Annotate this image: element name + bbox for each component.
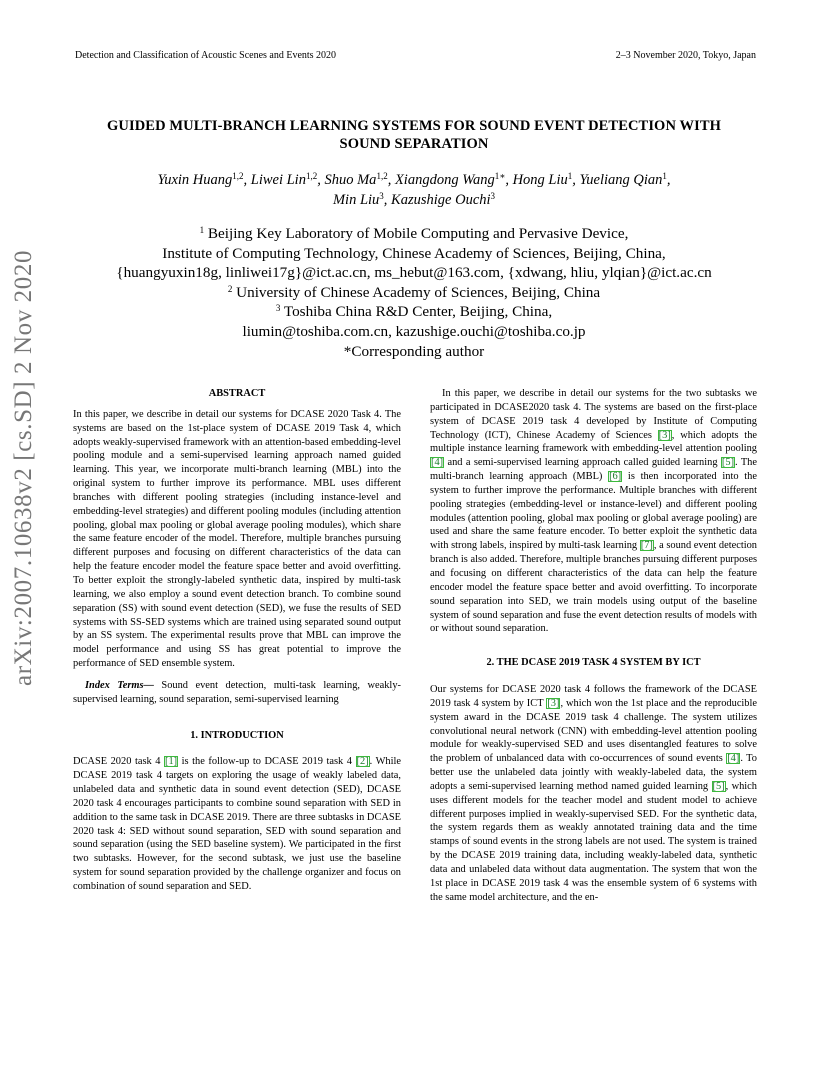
author-name: Yuxin Huang: [157, 172, 233, 188]
affiliations: [60, 224, 768, 361]
citation-link[interactable]: [5]: [721, 457, 735, 469]
affil-sup: 1: [199, 225, 205, 235]
title-line-1: GUIDED MULTI-BRANCH LEARNING SYSTEMS FOR SOUND EVENT DETECTION WITH: [107, 118, 721, 134]
author-affil-sup: 1∗: [494, 171, 506, 181]
author-affil-sup: 1: [662, 171, 667, 181]
index-terms-text: Sound event detection, multi-task learning, weakly-supervised learning, sound separation, semi-supervised learning: [73, 679, 401, 705]
abstract-text: In this paper, we describe in detail our systems for DCASE 2020 Task 4. The systems are based on the 1st-place system of DCASE 2019 Task 4, which adopts weakly-supervised framework with an attention-based embedding-level pooling module and a semi-supervised learning approach named guided learning. This year, we incorporate multi-branch learning (MBL) into the original system to further improve its performance. MBL uses different branches with different pooling strategies (including instance-level and embedding-level strategies) and different pooling modules (including attention pooling, global max pooling or global average pooling modules), which share the same feature encoder of the model. Therefore, multiple branches pursuing different purposes and focusing on different characteristics of the data can help the feature encoder model the feature space better and avoid overfitting. To better exploit the strongly-labeled synthetic data, inspired by multi-task learning, we also employ a sound event detection branch. To combine sound separation (SS) with sound event detection (SED), we fuse the results of SED systems with SS-SED systems which are trained using separated sound output by an SS system. The experimental results prove that MBL can improve the model performance and using SS has great potential to improve the performance of SED ensemble system.: [73, 408, 401, 670]
affil-sup: 2: [227, 283, 233, 294]
running-header-right: 2–3 November 2020, Tokyo, Japan: [615, 50, 756, 61]
citation-link[interactable]: [1]: [164, 756, 178, 768]
author-name: Min Liu: [332, 192, 380, 208]
emails-1: {huangyuxin18g, linliwei17g}@ict.ac.cn, ms_hebut@163.com, {xdwang, hliu, ylqian}@ict.ac.cn: [116, 264, 712, 282]
index-terms-label: Index Terms—: [85, 679, 154, 691]
author-affil-sup: 1,2: [376, 171, 388, 181]
intro-heading: 1. INTRODUCTION: [190, 729, 284, 741]
right-column: [430, 387, 757, 905]
running-header-left: Detection and Classification of Acoustic Scenes and Events 2020: [75, 50, 337, 61]
author-name: Kazushige Ouchi: [391, 192, 491, 208]
citation-link[interactable]: [4]: [727, 753, 740, 765]
affiliation-3: Toshiba China R&D Center, Beijing, China,: [283, 303, 553, 321]
author-name: Shuo Ma: [324, 172, 377, 188]
title-line-2: SOUND SEPARATION: [339, 136, 489, 152]
intro-continued-paragraph: In this paper, we describe in detail our systems for the two subtasks we participated in DCASE2020 task 4. The systems are based on the first-place system of DCASE 2019 task 4 developed by Institute of Computing Technology (ICT), Chinese Academy of Sciences [3], which adopts the multiple instance learning framework with embedding-level attention pooling [4] and a semi-supervised learning approach called guided learning [5]. The multi-branch learning approach (MBL) [6] is then incorporated into the system to further improve the performance. Multiple branches with different pooling strategies (embedding-level or instance-level) and different pooling modules (attention pooling, global max pooling or global average pooling) are used and share the same feature encoder. To better exploit the synthetic data with strong labels, inspired by multi-task learning [7], a sound event detection branch is also added. Therefore, multiple branches pursuing different purposes and focusing on different characteristics of the data can help the feature encoder model the feature space better and avoid overfitting. To incorporate sound separation into SED, we train models using output of the baseline system of sound separation and fuse the event detection results of models with or without sound separation.: [430, 388, 758, 635]
affiliation-2: University of Chinese Academy of Sciences, Beijing, China: [236, 283, 601, 301]
index-terms: [73, 679, 401, 707]
section2-heading: 2. THE DCASE 2019 TASK 4 SYSTEM BY ICT: [486, 657, 701, 669]
corresponding-author: *Corresponding author: [343, 342, 485, 360]
emails-3: liumin@toshiba.com.cn, kazushige.ouchi@toshiba.co.jp: [242, 322, 586, 340]
arxiv-stamp: arXiv:2007.10638v2 [cs.SD] 2 Nov 2020: [10, 249, 37, 686]
citation-link[interactable]: [2]: [356, 756, 369, 768]
author-name: Xiangdong Wang: [394, 172, 495, 188]
author-affil-sup: 1,2: [232, 171, 244, 181]
author-affil-sup: 1: [567, 171, 573, 181]
author-list: Yuxin Huang$^{1,2}$, Liwei Lin$^{1,2}$, Shuo Ma$^{1,2}$, Xiangdong Wang$^{1∗}$, Hong Liu$^1$, Yueliang Qian$^1$, Min Liu$^3$, Kazushige Ouchi$^3$: [157, 171, 671, 208]
citation-link[interactable]: [3]: [547, 697, 560, 709]
author-affil-sup: 1,2: [305, 171, 318, 181]
paper-title: [60, 117, 768, 153]
author-name: Hong Liu: [512, 172, 568, 188]
affiliation-1-cont: Institute of Computing Technology, Chinese Academy of Sciences, Beijing, China,: [162, 244, 666, 262]
section2-paragraph: Our systems for DCASE 2020 task 4 follows the framework of the DCASE 2019 task 4 system by ICT [3], which won the 1st place and the reproducible system award in the DCASE 2019 task 4 challenge. The system utilizes convolutional neural network (CNN) with embedding-level attention pooling module for weakly-supervised SED and uses disentangled features to solve the problem of unbalanced data with co-occurrences of sound events [4]. To better use the unlabeled data jointly with weakly-labeled data, the system adopts a semi-supervised learning method named guided learning [5], which uses different models for the teacher model and student model to achieve different purposes implied in weakly-supervised SED. For the synthetic data, the system regards them as weakly annotated training data and the time stamps of sound events in the strong labels are not used. The system is trained by the DCASE 2019 training data, including weakly-labeled data, synthetic data and unlabeled data without data augmentation. The system that won the 1st place in DCASE 2019 task 4 was the ensemble system of 6 systems with the same model architecture, and the en-: [430, 684, 758, 903]
author-name: Liwei Lin: [250, 172, 306, 188]
affiliation-1: Beijing Key Laboratory of Mobile Computing and Pervasive Device,: [207, 225, 629, 242]
affil-sup: 3: [275, 303, 281, 314]
author-affil-sup: 3: [490, 191, 496, 201]
citation-link[interactable]: [5]: [712, 780, 725, 792]
author-affil-sup: 3: [379, 191, 384, 201]
author-name: Yueliang Qian: [579, 172, 663, 188]
citation-link[interactable]: [6]: [609, 471, 622, 483]
left-column: [73, 387, 401, 894]
abstract-heading: ABSTRACT: [208, 388, 266, 399]
citation-link[interactable]: [4]: [431, 457, 444, 469]
citation-link[interactable]: [3]: [658, 429, 671, 441]
intro-paragraph: DCASE 2020 task 4 [1] is the follow-up to DCASE 2019 task 4 [2]. While DCASE 2019 task 4 targets on exploring the usage of weakly labeled data, unlabeled data and synthetic data in sound event detection (SED), DCASE 2020 task 4 encourages participants to combine sound separation with SED in addition to the same task in DCASE 2019. There are three subtasks in DCASE 2020 task 4: SED without sound separation, SED with sound separation and sound separation (using the SED baseline system). We participated in the first two subtasks. However, for the second subtask, we just use the baseline system for sound separation provided by the challenge organizer and focus on combination of sound separation and SED.: [73, 756, 402, 892]
citation-link[interactable]: [7]: [640, 540, 653, 552]
